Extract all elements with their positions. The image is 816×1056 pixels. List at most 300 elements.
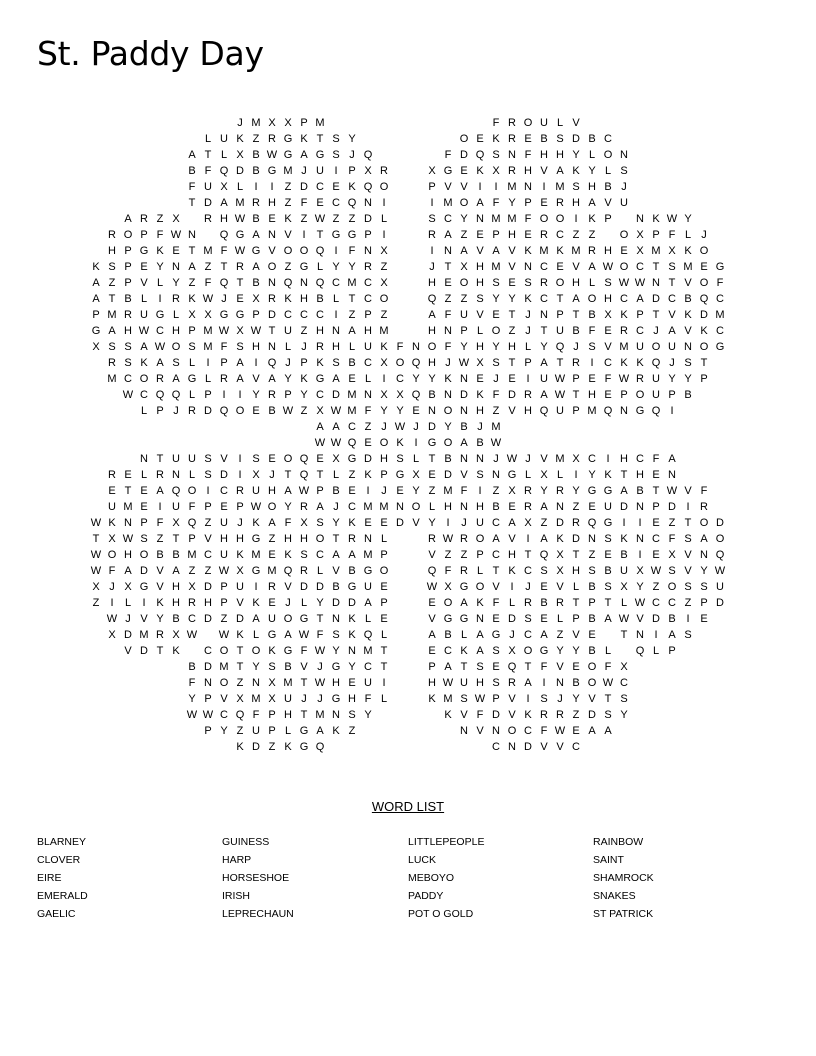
grid-letter: L <box>140 469 148 481</box>
grid-letter: Q <box>475 149 485 161</box>
grid-letter: A <box>316 421 324 433</box>
grid-letter: E <box>140 485 148 497</box>
grid-letter: F <box>492 597 500 609</box>
grid-letter: S <box>684 629 692 641</box>
grid-letter: R <box>508 677 516 689</box>
grid-letter: U <box>540 117 548 129</box>
grid-letter: Q <box>267 357 277 369</box>
grid-letter: J <box>317 693 323 705</box>
grid-letter: O <box>139 549 149 561</box>
grid-letter: H <box>252 341 260 353</box>
grid-letter: W <box>650 565 662 577</box>
grid-letter: K <box>284 549 292 561</box>
grid-letter: L <box>332 293 340 305</box>
grid-letter: X <box>92 581 100 593</box>
grid-letter: P <box>572 373 580 385</box>
grid-letter: P <box>140 517 148 529</box>
grid-letter: W <box>314 645 326 657</box>
grid-letter: N <box>396 501 404 513</box>
grid-letter: R <box>524 501 532 513</box>
grid-letter: D <box>316 581 324 593</box>
grid-letter: W <box>202 293 214 305</box>
grid-letter: A <box>524 677 532 689</box>
grid-letter: Z <box>284 197 292 209</box>
word-list-item: LUCK <box>408 854 437 866</box>
grid-letter: Q <box>219 277 229 289</box>
grid-letter: R <box>316 341 324 353</box>
grid-letter: E <box>412 405 420 417</box>
grid-letter: K <box>252 597 260 609</box>
grid-letter: R <box>556 197 564 209</box>
grid-letter: R <box>460 533 468 545</box>
grid-letter: X <box>636 229 644 241</box>
grid-letter: Z <box>364 421 372 433</box>
grid-letter: S <box>396 453 404 465</box>
grid-letter: J <box>285 597 291 609</box>
grid-letter: W <box>602 261 614 273</box>
grid-letter: F <box>188 501 196 513</box>
grid-letter: T <box>316 613 324 625</box>
grid-letter: W <box>714 565 726 577</box>
grid-letter: L <box>332 469 340 481</box>
grid-letter: U <box>476 517 484 529</box>
grid-letter: H <box>172 325 180 337</box>
word-list-item: HARP <box>222 854 252 866</box>
grid-letter: J <box>125 613 131 625</box>
grid-letter: Q <box>539 549 549 561</box>
grid-letter: X <box>172 517 180 529</box>
grid-letter: O <box>587 677 597 689</box>
puzzle-title: St. Paddy Day <box>37 34 264 73</box>
grid-letter: I <box>606 453 610 465</box>
grid-letter: P <box>124 245 132 257</box>
grid-letter: X <box>620 661 628 673</box>
grid-letter: T <box>524 661 532 673</box>
grid-letter: D <box>524 741 532 753</box>
grid-letter: K <box>300 133 308 145</box>
grid-letter: S <box>188 341 196 353</box>
grid-letter: J <box>317 661 323 673</box>
grid-letter: J <box>269 469 275 481</box>
grid-letter: Y <box>300 389 308 401</box>
grid-letter: V <box>156 565 164 577</box>
grid-letter: R <box>156 469 164 481</box>
grid-letter: D <box>572 533 580 545</box>
grid-letter: H <box>428 357 436 369</box>
grid-letter: E <box>380 613 388 625</box>
grid-letter: B <box>588 309 596 321</box>
grid-letter: A <box>92 277 100 289</box>
grid-letter: O <box>699 277 709 289</box>
grid-letter: E <box>316 197 324 209</box>
grid-letter: A <box>588 725 596 737</box>
grid-letter: L <box>620 597 628 609</box>
grid-letter: C <box>604 133 612 145</box>
grid-letter: T <box>172 533 180 545</box>
grid-letter: J <box>445 357 451 369</box>
grid-letter: O <box>603 149 613 161</box>
grid-letter: T <box>524 549 532 561</box>
grid-letter: R <box>268 293 276 305</box>
grid-letter: E <box>572 661 580 673</box>
grid-letter: O <box>523 117 533 129</box>
grid-letter: K <box>236 549 244 561</box>
grid-letter: T <box>652 309 660 321</box>
grid-letter: T <box>380 645 388 657</box>
grid-letter: D <box>332 389 340 401</box>
grid-letter: A <box>540 629 548 641</box>
grid-letter: R <box>700 501 708 513</box>
grid-letter: A <box>668 453 676 465</box>
grid-letter: N <box>684 341 692 353</box>
grid-letter: O <box>443 437 453 449</box>
grid-letter: M <box>107 309 117 321</box>
grid-letter: L <box>524 469 532 481</box>
grid-letter: B <box>444 453 452 465</box>
grid-letter: S <box>684 581 692 593</box>
grid-letter: P <box>620 389 628 401</box>
grid-letter: W <box>634 597 646 609</box>
grid-letter: F <box>284 517 292 529</box>
grid-letter: I <box>638 549 642 561</box>
grid-letter: Y <box>572 693 580 705</box>
grid-letter: D <box>364 213 372 225</box>
grid-letter: S <box>556 133 564 145</box>
grid-letter: I <box>334 165 338 177</box>
grid-letter: G <box>283 133 293 145</box>
grid-letter: B <box>588 613 596 625</box>
word-list-item: GAELIC <box>37 908 76 920</box>
grid-letter: H <box>508 549 516 561</box>
grid-letter: V <box>460 181 468 193</box>
grid-letter: M <box>251 117 261 129</box>
grid-letter: O <box>475 581 485 593</box>
grid-letter: V <box>428 549 436 561</box>
grid-letter: K <box>364 469 372 481</box>
grid-letter: H <box>284 709 292 721</box>
grid-letter: H <box>588 181 596 193</box>
grid-letter: V <box>508 261 516 273</box>
word-list-item: GUINESS <box>222 836 270 848</box>
grid-letter: H <box>236 533 244 545</box>
grid-letter: L <box>172 309 180 321</box>
grid-letter: Z <box>380 261 388 273</box>
grid-letter: S <box>300 549 308 561</box>
grid-letter: X <box>620 581 628 593</box>
grid-letter: A <box>492 245 500 257</box>
grid-letter: O <box>219 677 229 689</box>
grid-letter: W <box>234 245 246 257</box>
grid-letter: V <box>220 453 228 465</box>
grid-letter: V <box>140 277 148 289</box>
grid-letter: N <box>476 613 484 625</box>
grid-letter: M <box>651 245 661 257</box>
grid-letter: Y <box>492 293 500 305</box>
grid-letter: A <box>332 549 340 561</box>
grid-letter: Z <box>508 325 516 337</box>
grid-letter: N <box>364 533 372 545</box>
grid-letter: R <box>556 597 564 609</box>
grid-letter: H <box>508 341 516 353</box>
grid-letter: R <box>620 325 628 337</box>
grid-letter: M <box>203 325 213 337</box>
grid-letter: G <box>347 581 357 593</box>
grid-letter: M <box>555 453 565 465</box>
grid-letter: O <box>443 405 453 417</box>
grid-letter: G <box>235 229 245 241</box>
grid-letter: L <box>556 469 564 481</box>
grid-letter: R <box>508 133 516 145</box>
grid-letter: R <box>108 469 116 481</box>
grid-letter: S <box>172 357 180 369</box>
grid-letter: T <box>300 709 308 721</box>
grid-letter: F <box>604 373 612 385</box>
grid-letter: Y <box>412 485 420 497</box>
grid-letter: D <box>444 469 452 481</box>
grid-letter: H <box>476 405 484 417</box>
grid-letter: R <box>252 197 260 209</box>
grid-letter: T <box>108 293 116 305</box>
grid-letter: X <box>380 245 388 257</box>
grid-letter: Z <box>156 213 164 225</box>
grid-letter: Z <box>204 565 212 577</box>
grid-letter: O <box>619 229 629 241</box>
grid-letter: Z <box>684 597 692 609</box>
grid-letter: X <box>172 629 180 641</box>
grid-letter: E <box>124 469 132 481</box>
grid-letter: Q <box>603 405 613 417</box>
grid-letter: R <box>428 533 436 545</box>
grid-letter: K <box>284 213 292 225</box>
grid-letter: G <box>267 629 277 641</box>
grid-letter: D <box>140 565 148 577</box>
grid-letter: P <box>668 645 676 657</box>
grid-letter: S <box>668 565 676 577</box>
grid-letter: A <box>284 485 292 497</box>
grid-letter: D <box>364 453 372 465</box>
grid-letter: B <box>540 133 548 145</box>
grid-letter: Y <box>684 213 692 225</box>
grid-letter: P <box>236 501 244 513</box>
grid-letter: I <box>654 629 658 641</box>
grid-letter: S <box>332 357 340 369</box>
grid-letter: T <box>652 485 660 497</box>
grid-letter: K <box>556 245 564 257</box>
word-list-item: POT O GOLD <box>408 908 474 920</box>
grid-letter: O <box>283 245 293 257</box>
grid-letter: V <box>508 405 516 417</box>
grid-letter: S <box>492 277 500 289</box>
grid-letter: Y <box>572 485 580 497</box>
grid-letter: L <box>508 597 516 609</box>
grid-letter: Q <box>283 565 293 577</box>
grid-letter: I <box>446 517 450 529</box>
grid-letter: P <box>220 357 228 369</box>
grid-letter: G <box>331 229 341 241</box>
grid-letter: L <box>140 405 148 417</box>
grid-letter: X <box>108 629 116 641</box>
grid-letter: I <box>478 181 482 193</box>
grid-letter: P <box>380 549 388 561</box>
grid-letter: L <box>380 629 388 641</box>
grid-letter: L <box>428 501 436 513</box>
grid-letter: Z <box>236 677 244 689</box>
grid-letter: N <box>524 261 532 273</box>
grid-letter: E <box>588 629 596 641</box>
grid-letter: I <box>478 485 482 497</box>
grid-letter: A <box>284 629 292 641</box>
grid-letter: V <box>300 661 308 673</box>
grid-letter: A <box>540 357 548 369</box>
grid-letter: P <box>652 229 660 241</box>
grid-letter: T <box>604 693 612 705</box>
grid-letter: S <box>108 261 116 273</box>
grid-letter: G <box>219 309 229 321</box>
grid-letter: X <box>380 277 388 289</box>
grid-letter: Q <box>347 197 357 209</box>
grid-letter: E <box>604 549 612 561</box>
grid-letter: C <box>156 325 164 337</box>
grid-letter: J <box>333 501 339 513</box>
grid-letter: S <box>604 709 612 721</box>
grid-letter: U <box>236 581 244 593</box>
grid-letter: M <box>363 549 373 561</box>
grid-letter: N <box>508 741 516 753</box>
grid-letter: W <box>330 437 342 449</box>
grid-letter: I <box>334 309 338 321</box>
grid-letter: F <box>300 197 308 209</box>
grid-letter: H <box>428 277 436 289</box>
grid-letter: O <box>139 373 149 385</box>
grid-letter: V <box>556 661 564 673</box>
grid-letter: S <box>428 213 436 225</box>
grid-letter: I <box>206 485 210 497</box>
grid-letter: I <box>430 245 434 257</box>
grid-letter: K <box>524 245 532 257</box>
grid-letter: T <box>700 357 708 369</box>
grid-letter: K <box>508 565 516 577</box>
grid-letter: V <box>204 533 212 545</box>
grid-letter: W <box>666 213 678 225</box>
grid-letter: C <box>572 741 580 753</box>
grid-letter: K <box>156 245 164 257</box>
grid-letter: T <box>188 197 196 209</box>
grid-letter: O <box>507 725 517 737</box>
grid-letter: V <box>508 709 516 721</box>
grid-letter: N <box>636 533 644 545</box>
grid-letter: G <box>251 533 261 545</box>
word-list-item: LITTLEPEOPLE <box>408 836 485 848</box>
grid-letter: Y <box>428 373 436 385</box>
grid-letter: Z <box>188 277 196 289</box>
grid-letter: X <box>636 565 644 577</box>
grid-letter: L <box>316 565 324 577</box>
grid-letter: E <box>364 517 372 529</box>
grid-letter: C <box>220 709 228 721</box>
grid-letter: W <box>618 373 630 385</box>
grid-letter: K <box>172 645 180 657</box>
grid-letter: Y <box>348 133 356 145</box>
grid-letter: V <box>556 581 564 593</box>
grid-letter: C <box>540 261 548 273</box>
grid-letter: C <box>332 277 340 289</box>
grid-letter: Z <box>652 581 660 593</box>
grid-letter: E <box>540 197 548 209</box>
grid-letter: A <box>172 565 180 577</box>
grid-letter: E <box>524 229 532 241</box>
grid-letter: O <box>459 197 469 209</box>
grid-letter: W <box>90 517 102 529</box>
grid-letter: Z <box>444 293 452 305</box>
grid-letter: X <box>220 181 228 193</box>
grid-letter: Z <box>492 405 500 417</box>
grid-letter: I <box>670 405 674 417</box>
grid-letter: X <box>556 549 564 561</box>
grid-letter: T <box>572 549 580 561</box>
grid-letter: R <box>236 261 244 273</box>
grid-letter: P <box>188 533 196 545</box>
grid-letter: N <box>140 453 148 465</box>
grid-letter: X <box>460 261 468 273</box>
grid-letter: M <box>507 213 517 225</box>
grid-letter: T <box>508 309 516 321</box>
grid-letter: J <box>525 581 531 593</box>
grid-letter: H <box>364 325 372 337</box>
grid-letter: C <box>396 373 404 385</box>
word-list-item: SAINT <box>593 854 624 866</box>
grid-letter: E <box>620 245 628 257</box>
grid-letter: I <box>142 597 146 609</box>
grid-letter: H <box>524 165 532 177</box>
grid-letter: U <box>460 677 468 689</box>
grid-letter: A <box>140 341 148 353</box>
grid-letter: D <box>300 181 308 193</box>
grid-letter: R <box>540 709 548 721</box>
grid-letter: D <box>204 197 212 209</box>
grid-letter: G <box>331 693 341 705</box>
grid-letter: C <box>652 597 660 609</box>
grid-letter: K <box>92 261 100 273</box>
grid-letter: C <box>540 293 548 305</box>
grid-letter: L <box>380 693 388 705</box>
grid-letter: P <box>220 581 228 593</box>
grid-letter: I <box>366 485 370 497</box>
grid-letter: Y <box>508 293 516 305</box>
grid-letter: U <box>652 373 660 385</box>
grid-letter: V <box>156 581 164 593</box>
grid-letter: S <box>460 693 468 705</box>
grid-letter: V <box>124 645 132 657</box>
grid-letter: A <box>476 197 484 209</box>
grid-letter: N <box>124 517 132 529</box>
grid-letter: F <box>540 661 548 673</box>
grid-letter: T <box>348 293 356 305</box>
grid-letter: K <box>284 293 292 305</box>
grid-letter: W <box>634 277 646 289</box>
grid-letter: S <box>140 533 148 545</box>
grid-letter: A <box>172 373 180 385</box>
grid-letter: H <box>524 405 532 417</box>
grid-letter: X <box>636 245 644 257</box>
grid-letter: G <box>635 405 645 417</box>
grid-letter: E <box>348 677 356 689</box>
grid-letter: Z <box>220 613 228 625</box>
grid-letter: J <box>557 693 563 705</box>
grid-letter: F <box>156 517 164 529</box>
grid-letter: W <box>186 709 198 721</box>
grid-letter: H <box>572 565 580 577</box>
grid-letter: E <box>268 213 276 225</box>
